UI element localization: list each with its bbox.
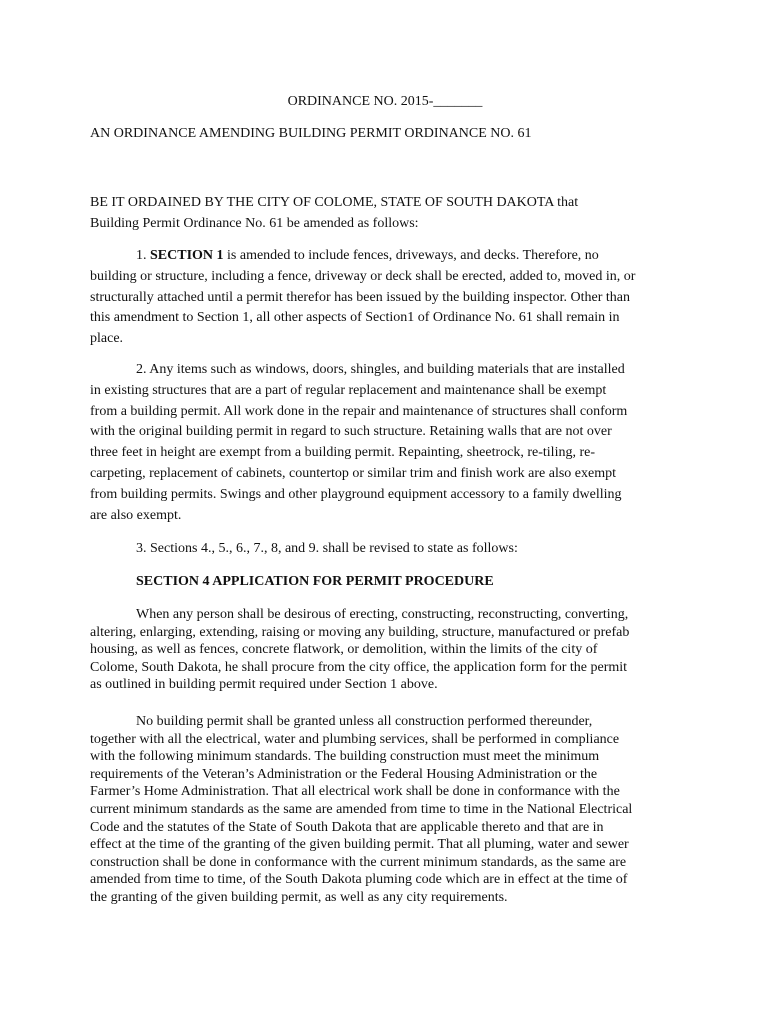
section-4-p1-line: as outlined in building permit required under Section 1 above. — [90, 677, 438, 693]
section-4-p1-line: housing, as well as fences, concrete flatwork, or demolition, within the limits of the city of — [90, 642, 598, 658]
section-4-paragraph-2 — [90, 713, 690, 907]
item-2-line: from building permits. Swings and other playground equipment accessory to a family dwelling — [90, 486, 622, 502]
item-1-line: place. — [90, 331, 124, 347]
section-1-label: SECTION 1 — [150, 248, 224, 263]
item-3-paragraph — [90, 539, 690, 559]
item-2-line: are also exempt. — [90, 507, 182, 523]
item-1-line: this amendment to Section 1, all other aspects of Section1 of Ordinance No. 61 shall remain in — [90, 310, 620, 326]
preamble-line: BE IT ORDAINED BY THE CITY OF COLOME, STATE OF SOUTH DAKOTA that — [90, 195, 579, 210]
preamble-line: Building Permit Ordinance No. 61 be amended as follows: — [90, 216, 419, 231]
item-2-first-line: 2. Any items such as windows, doors, shingles, and building materials that are installed — [136, 362, 625, 377]
section-4-p2-line: construction shall be done in conformance with the current minimum standards, as the same are — [90, 854, 627, 870]
ordinance-subtitle: AN ORDINANCE AMENDING BUILDING PERMIT ORDINANCE NO. 61 — [90, 126, 532, 141]
item-2-line: three feet in height are exempt from a building permit. Repainting, sheetrock, re-tiling, re- — [90, 445, 595, 461]
item-1-first-rest: is amended to include fences, driveways, and decks. Therefore, no — [223, 248, 599, 263]
section-4-p2-line: current minimum standards as the same are amended from time to time in the National Electrical — [90, 801, 633, 817]
item-2-line: carpeting, replacement of cabinets, countertop or similar trim and finish work are also exempt — [90, 465, 616, 481]
item-2-paragraph — [90, 360, 690, 526]
section-4-heading: SECTION 4 APPLICATION FOR PERMIT PROCEDURE — [136, 574, 494, 589]
section-4-p1-line: altering, enlarging, extending, raising or moving any building, structure, manufactured or prefab — [90, 624, 630, 640]
section-4-p2-line: Code and the statutes of the State of South Dakota that are applicable thereto and that are in — [90, 819, 604, 835]
ordinance-title: ORDINANCE NO. 2015-_______ — [287, 94, 483, 109]
section-4-p2-line: with the following minimum standards. The building construction must meet the minimum — [90, 749, 600, 765]
item-1-paragraph — [90, 246, 690, 350]
section-4-p2-first-line: No building permit shall be granted unless all construction performed thereunder, — [136, 714, 593, 729]
item-1-line: building or structure, including a fence, driveway or deck shall be erected, added to, moved in, or — [90, 268, 636, 284]
section-4-p2-line: the granting of the given building permit, as well as any city requirements. — [90, 889, 508, 905]
item-2-line: from a building permit. All work done in the repair and maintenance of structures shall conform — [90, 403, 628, 419]
section-4-p2-line: effect at the time of the granting of the given building permit. That all pluming, water and sewer — [90, 837, 629, 853]
section-4-p2-line: amended from time to time, of the South Dakota pluming code which are in effect at the time of — [90, 872, 628, 888]
item-2-line: with the original building permit in regard to such structure. Retaining walls that are not over — [90, 424, 612, 440]
section-4-paragraph-1 — [90, 606, 690, 694]
item-2-line: in existing structures that are a part of regular replacement and maintenance shall be exempt — [90, 382, 607, 398]
section-4-p2-line: requirements of the Veteran’s Administration or the Federal Housing Administration or the — [90, 766, 598, 782]
item-3-text: 3. Sections 4., 5., 6., 7., 8, and 9. shall be revised to state as follows: — [136, 541, 518, 556]
section-4-p2-line: Farmer’s Home Administration. That all electrical work shall be done in conformance with the — [90, 784, 620, 800]
section-4-p1-line: Colome, South Dakota, he shall procure from the city office, the application form for the permit — [90, 659, 628, 675]
preamble-paragraph — [90, 192, 690, 234]
item-1-first-line — [90, 246, 690, 267]
section-4-p1-first-line: When any person shall be desirous of erecting, constructing, reconstructing, converting, — [136, 607, 629, 622]
item-1-number: 1. — [136, 248, 147, 263]
section-4-p2-line: together with all the electrical, water and plumbing services, shall be performed in compliance — [90, 731, 620, 747]
item-1-line: structurally attached until a permit therefor has been issued by the building inspector. Other than — [90, 289, 631, 305]
